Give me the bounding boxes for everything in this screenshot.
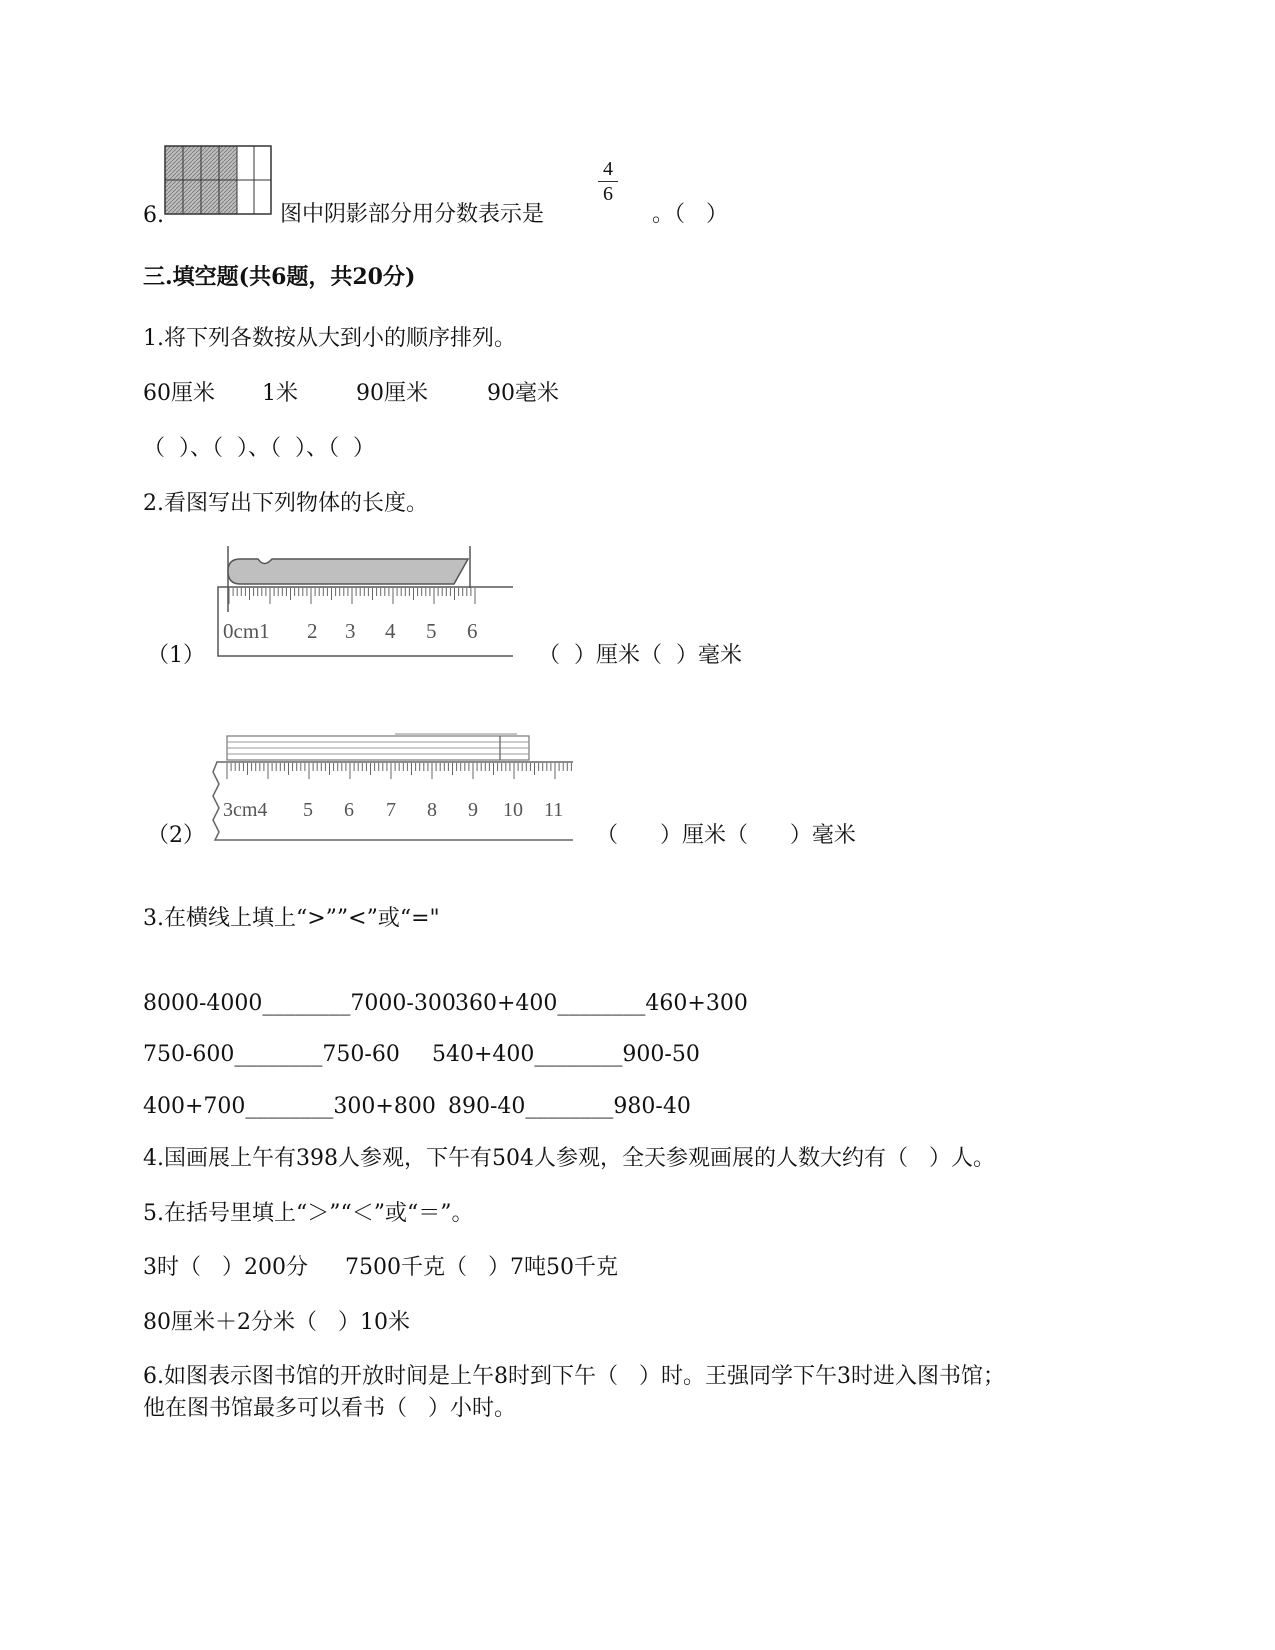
part-1-label: （1）	[147, 643, 205, 668]
fill-1-item: 90厘米	[356, 381, 428, 406]
ruler-1-tick-label: 6	[467, 619, 478, 643]
ruler-1-ticks	[229, 588, 475, 604]
fraction-numerator: 4	[603, 158, 613, 180]
fill-1-item: 1米	[262, 381, 298, 406]
compare-expression: 890-40________980-40	[448, 1094, 691, 1119]
fill-1-answer-line: （ ）、（ ）、（ ）、（ ）	[143, 436, 375, 461]
q6-tail: 。（ ）	[652, 202, 728, 227]
shaded-grid-figure	[164, 145, 272, 215]
ruler-2-ticks	[227, 763, 571, 779]
fill-1-item: 60厘米	[143, 381, 215, 406]
ruler-1-tick-label: 0cm1	[223, 619, 270, 643]
q6-number: 6.	[143, 203, 164, 228]
fill-6-question-line-1: 6.如图表示图书馆的开放时间是上午8时到下午（ ）时。王强同学下午3时进入图书馆；	[143, 1364, 1005, 1389]
compare-expression: 540+400________900-50	[432, 1042, 700, 1067]
ruler-2-tick-label: 8	[427, 799, 437, 821]
fill-6-question-line-2: 他在图书馆最多可以看书（ ）小时。	[143, 1396, 516, 1421]
fill-1-question: 1.将下列各数按从大到小的顺序排列。	[143, 326, 516, 351]
ruler-2-tick-label: 9	[468, 799, 478, 821]
ruler-2-tick-label: 5	[303, 799, 313, 821]
fraction-bar	[598, 181, 618, 182]
fill-4-question: 4.国画展上午有398人参观，下午有504人参观，全天参观画展的人数大约有（ ）人。	[143, 1146, 995, 1171]
fraction-denominator: 6	[603, 183, 613, 205]
compare-expression: 360+400________460+300	[455, 991, 748, 1016]
ruler-1-tick-label: 2	[307, 619, 318, 643]
ruler-1-tick-label: 3	[345, 619, 356, 643]
ruler-2-tick-label: 10	[503, 799, 523, 821]
ruler-2-tick-label: 6	[344, 799, 354, 821]
fill-5-item: 7500千克（ ）7吨50千克	[345, 1255, 618, 1280]
fill-1-item: 90毫米	[487, 381, 559, 406]
compare-expression: 8000-4000________7000-300	[143, 991, 456, 1016]
ruler-2-figure	[205, 732, 577, 844]
fill-5-item: 80厘米＋2分米（ ）10米	[143, 1310, 410, 1335]
fraction	[598, 158, 618, 205]
q6-text: 图中阴影部分用分数表示是	[280, 202, 545, 227]
ruler-1-figure	[210, 542, 515, 660]
ruler-2-tick-label: 11	[544, 799, 564, 821]
ruler-1-tick-label: 4	[385, 619, 396, 643]
ruler-1-tick-label: 5	[426, 619, 437, 643]
fill-2-question: 2.看图写出下列物体的长度。	[143, 491, 428, 516]
ruler-2-tick-label: 7	[386, 799, 396, 821]
ruler-2-tick-label: 3cm4	[223, 799, 268, 821]
compare-expression: 750-600________750-60	[143, 1042, 400, 1067]
section-title: 三.填空题(共6题，共20分)	[143, 264, 416, 290]
part-1-answer: （ ）厘米（ ）毫米	[538, 643, 742, 668]
fill-5-item: 3时（ ）200分	[143, 1255, 308, 1280]
fill-3-question: 3.在横线上填上“>””<”或“="	[143, 906, 440, 931]
compare-expression: 400+700________300+800	[143, 1094, 436, 1119]
fill-5-question: 5.在括号里填上“＞”“＜”或“＝”。	[143, 1201, 474, 1226]
part-2-answer: （ ）厘米（ ）毫米	[596, 823, 856, 848]
part-2-label: （2）	[147, 823, 205, 848]
